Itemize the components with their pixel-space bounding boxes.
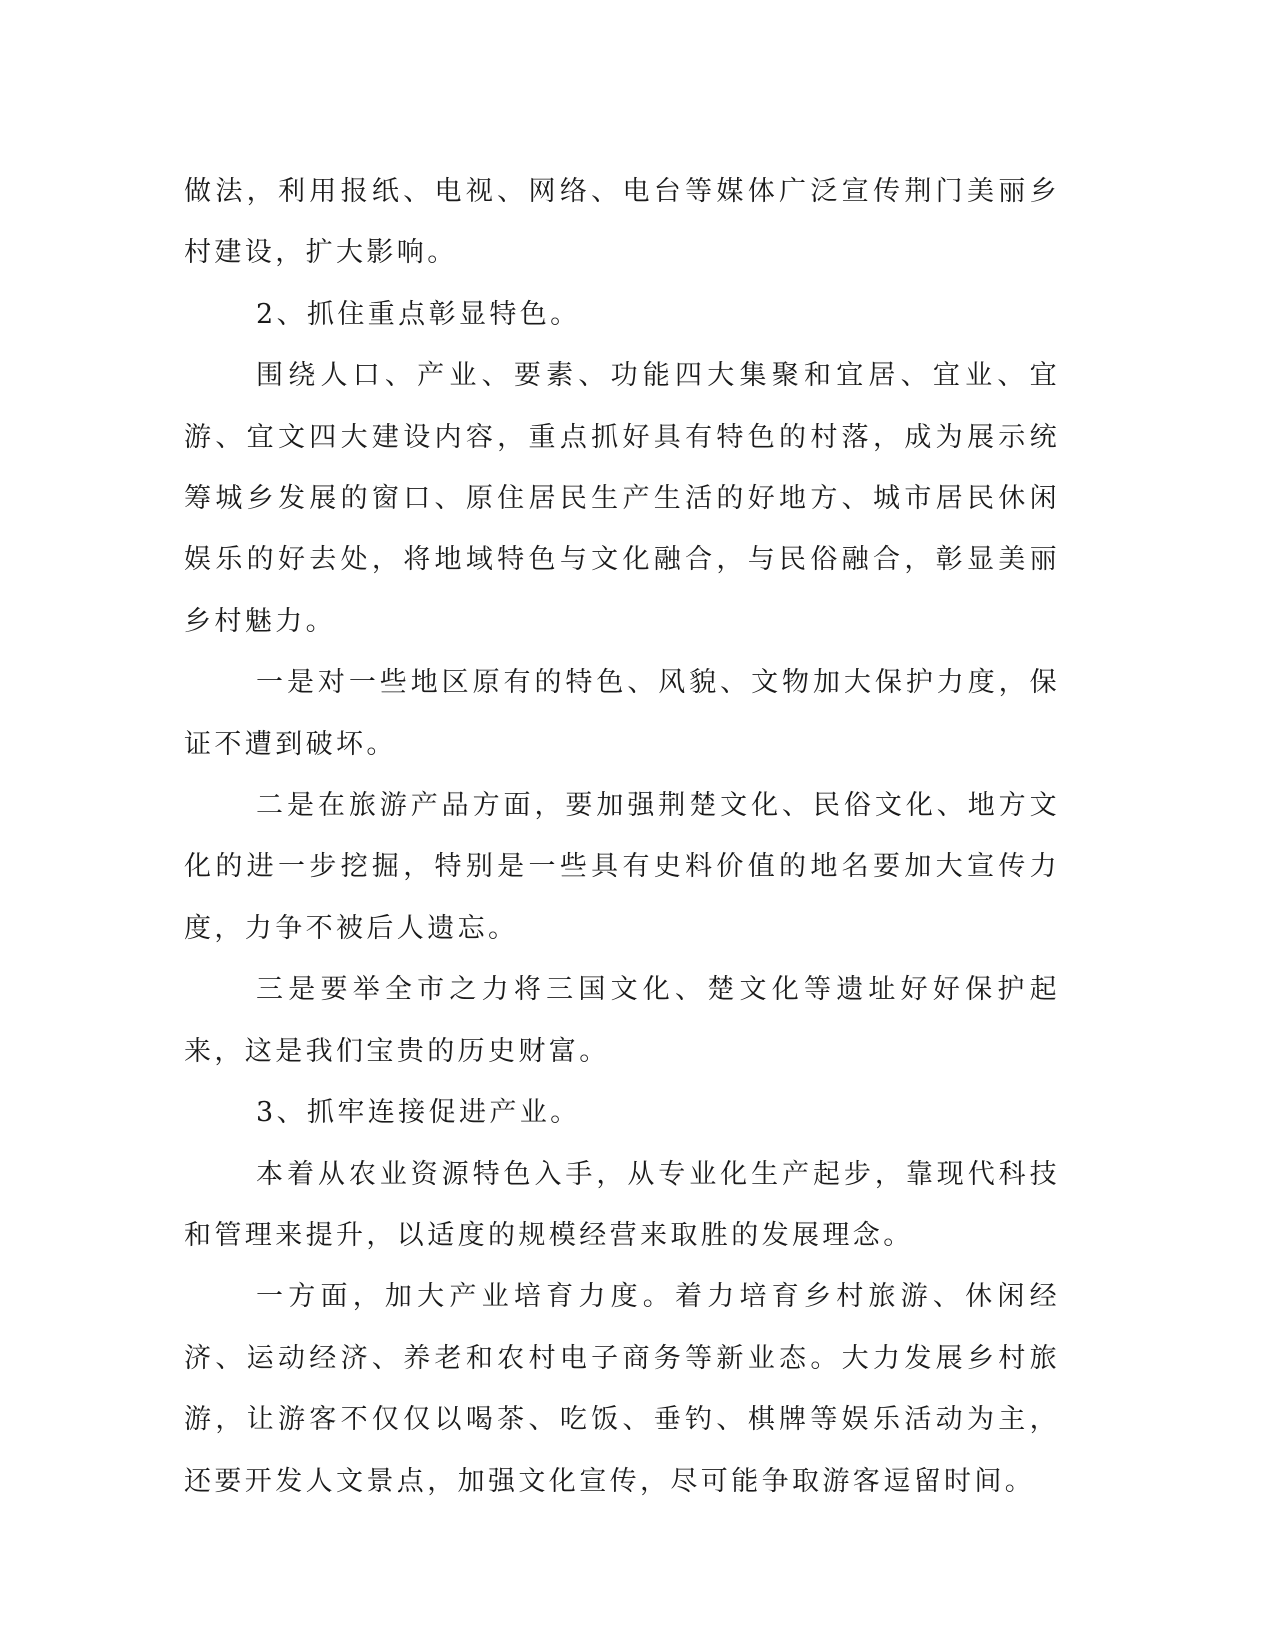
section-heading-2: 2、抓住重点彰显特色。: [256, 298, 581, 330]
body-text: [184, 161, 1060, 1512]
paragraph-point-one: 一是对一些地区原有的特色、风貌、文物加大保护力度，保证不遭到破坏。: [184, 667, 1060, 760]
section-heading-3: 3、抓牢连接促进产业。: [256, 1097, 581, 1129]
paragraph-development-concept: 本着从农业资源特色入手，从专业化生产起步，靠现代科技和管理来提升，以适度的规模经营来取胜的发展理念。: [184, 1158, 1060, 1251]
paragraph-intro-continuation: 做法，利用报纸、电视、网络、电台等媒体广泛宣传荆门美丽乡村建设，扩大影响。: [184, 176, 1060, 269]
paragraph-point-two: 二是在旅游产品方面，要加强荆楚文化、民俗文化、地方文化的进一步挖掘，特别是一些具有史料价值的地名要加大宣传力度，力争不被后人遗忘。: [184, 790, 1060, 944]
paragraph-point-three: 三是要举全市之力将三国文化、楚文化等遗址好好保护起来，这是我们宝贵的历史财富。: [184, 974, 1060, 1067]
paragraph-industry-cultivation: 一方面，加大产业培育力度。着力培育乡村旅游、休闲经济、运动经济、养老和农村电子商务等新业态。大力发展乡村旅游，让游客不仅仅以喝茶、吃饭、垂钓、棋牌等娱乐活动为主，还要开发人文景点，加强文化宣传，尽可能争取游客逗留时间。: [184, 1281, 1060, 1497]
paragraph-highlight-features: 围绕人口、产业、要素、功能四大集聚和宜居、宜业、宜游、宜文四大建设内容，重点抓好具有特色的村落，成为展示统筹城乡发展的窗口、原住居民生产生活的好地方、城市居民休闲娱乐的好去处，将地域特色与文化融合，与民俗融合，彰显美丽乡村魅力。: [184, 360, 1060, 637]
